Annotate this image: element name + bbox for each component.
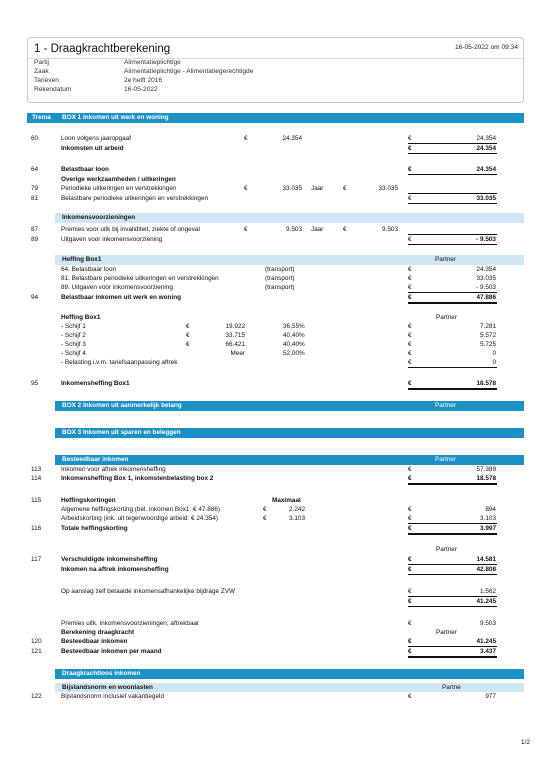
- document-title: 1 - Draagkrachtberekening: [34, 43, 171, 55]
- underline: [408, 153, 497, 154]
- line-arbeidskorting: Arbeidskorting (ink. uit tegenwoordige arbeid: € 24.354) € 3.103 € 3.103: [61, 515, 496, 522]
- line-tariefsaanpassing: - Belasting i.v.m. tariefsaanpassing aftrek € 0: [61, 359, 496, 366]
- line-subtotal: € 41.245: [408, 598, 496, 605]
- line-60: 60 Loon volgens jaaropgaaf € 24.354 € 24.354: [31, 135, 496, 142]
- line-h89: 89. Uitgaven voor inkomensvoorziening (transport) € - 9.503: [61, 284, 496, 291]
- section-bar-besteedbaar: Besteedbaar inkomen Partner: [55, 455, 524, 465]
- line-schijf-2: - Schijf 2 € 33.715 40,40% € 5.572: [61, 332, 496, 339]
- document-header: 1 - Draagkrachtberekening 16-05-2022 om 09:34 Partij Alimentatieplichtige Zaak Alimentatieplichtige - Alimentatiegerechtigde Tarieven 2e helft 2016 Rekendatum 16-05-2022: [27, 37, 524, 103]
- double-underline: [408, 533, 497, 535]
- line-79: 79 Periodieke uitkeringen en verstrekkingen € 33.035 Jaar € 33.035: [31, 185, 398, 192]
- underline: [408, 574, 497, 575]
- double-underline: [408, 302, 497, 304]
- line-81: 81 Belastbare periodieke uitkeringen en verstrekkingen € 33.035: [31, 195, 496, 202]
- line-premies: Premies uitk. inkomensvoorzieningen; aftrekbaar € 9.503: [61, 620, 496, 627]
- line-64: 64 Belastbaar loon € 24.354: [31, 166, 496, 173]
- print-date: 16-05-2022 om 09:34: [454, 44, 518, 51]
- line-122: 122 Bijstandsnorm inclusief vakantiegeld € 977: [31, 693, 496, 700]
- section-bar-draagkrachtloos: Draagkrachtloos inkomen: [55, 669, 524, 679]
- underline: [408, 367, 497, 368]
- line-94: 94 Belastbaar inkomen uit werk en woning € 47.886: [31, 294, 496, 301]
- line-algemene-heffingskorting: Algemene heffingskorting (bel. inkomen Box1: € 47.886) € 2.242 € 894: [61, 506, 496, 513]
- line-inkomsten: Inkomsten uit arbeid € 24.354: [61, 145, 496, 152]
- line-zvw: Op aanslag zelf betaalde inkomensafhankelijke bijdrage ZVW € 1.562: [61, 588, 496, 595]
- line-87: 87 Premies voor uitk bij invaliditeit, ziekte of ongeval € 9.503 Jaar € 9.503: [31, 226, 398, 233]
- double-underline: [408, 656, 497, 658]
- line-h64: 64. Belastbaar loon (transport) € 24.354: [61, 266, 496, 273]
- line-schijf-3: - Schijf 3 € 66.421 40,40% € 5.725: [61, 341, 496, 348]
- line-h81: 81. Belastbare periodieke uitkeringen en verstrekkingen (transport) € 33.035: [61, 275, 496, 282]
- line-partner-label: Partner: [436, 546, 457, 553]
- line-overige: Overige werkzaamheden / uitkeringen: [61, 176, 176, 183]
- line-na-aftrek: Inkomen na aftrek inkomensheffing € 42.808: [61, 566, 496, 573]
- line-121: 121 Besteedbaar inkomen per maand € 3.437: [31, 648, 496, 655]
- line-95: 95 Inkomensheffing Box1 € 18.578: [31, 380, 496, 387]
- line-schijf-1: - Schijf 1 € 19.922 36,55% € 7.281: [61, 323, 496, 330]
- section-bar-box2: BOX 2 Inkomen uit aanmerkelijk belang Partner: [55, 401, 524, 411]
- line-heffing-title: Heffing Box1 Partner: [61, 314, 457, 321]
- underline: [408, 244, 497, 245]
- double-underline: [408, 388, 497, 390]
- subbar-bijstandsnorm: Bijstandsnorm en woonlasten Partne: [55, 683, 524, 692]
- line-89: 89 Uitgaven voor inkomensvoorziening € - 9.503: [31, 236, 496, 243]
- subbar-heffing-box1: Heffing Box1 Partner: [55, 255, 524, 265]
- line-schijf-4: - Schijf 4 Meer 52,00% € 0: [61, 350, 496, 357]
- subbar-inkomensvoorzieningen: Inkomensvoorzieningen: [55, 213, 524, 223]
- underline: [408, 606, 497, 607]
- line-117: 117 Verschuldigde inkomensheffing € 14.581: [31, 556, 496, 563]
- section-bar-box1: Trema BOX 1 Inkomen uit werk en woning: [27, 113, 524, 123]
- page-number: 1/2: [520, 739, 530, 746]
- underline: [408, 203, 497, 204]
- line-114: 114 Inkomensheffing Box 1, inkomstenbelasting box 2 € 18.578: [31, 475, 496, 482]
- line-berekening-draagkracht: Berekening draagkracht Partner: [61, 629, 457, 636]
- double-underline: [408, 483, 497, 485]
- line-116: 116 Totale heffingskorting € 3.997: [31, 525, 496, 532]
- section-bar-box3: BOX 3 Inkomen uit sparen en beleggen: [55, 428, 524, 438]
- line-115: 115 Heffingskortingen Maximaal: [31, 497, 301, 504]
- line-120: 120 Besteedbaar inkomen € 41.245: [31, 638, 496, 645]
- line-113: 113 Inkomen voor aftrek inkomensheffing € 57.389: [31, 466, 496, 473]
